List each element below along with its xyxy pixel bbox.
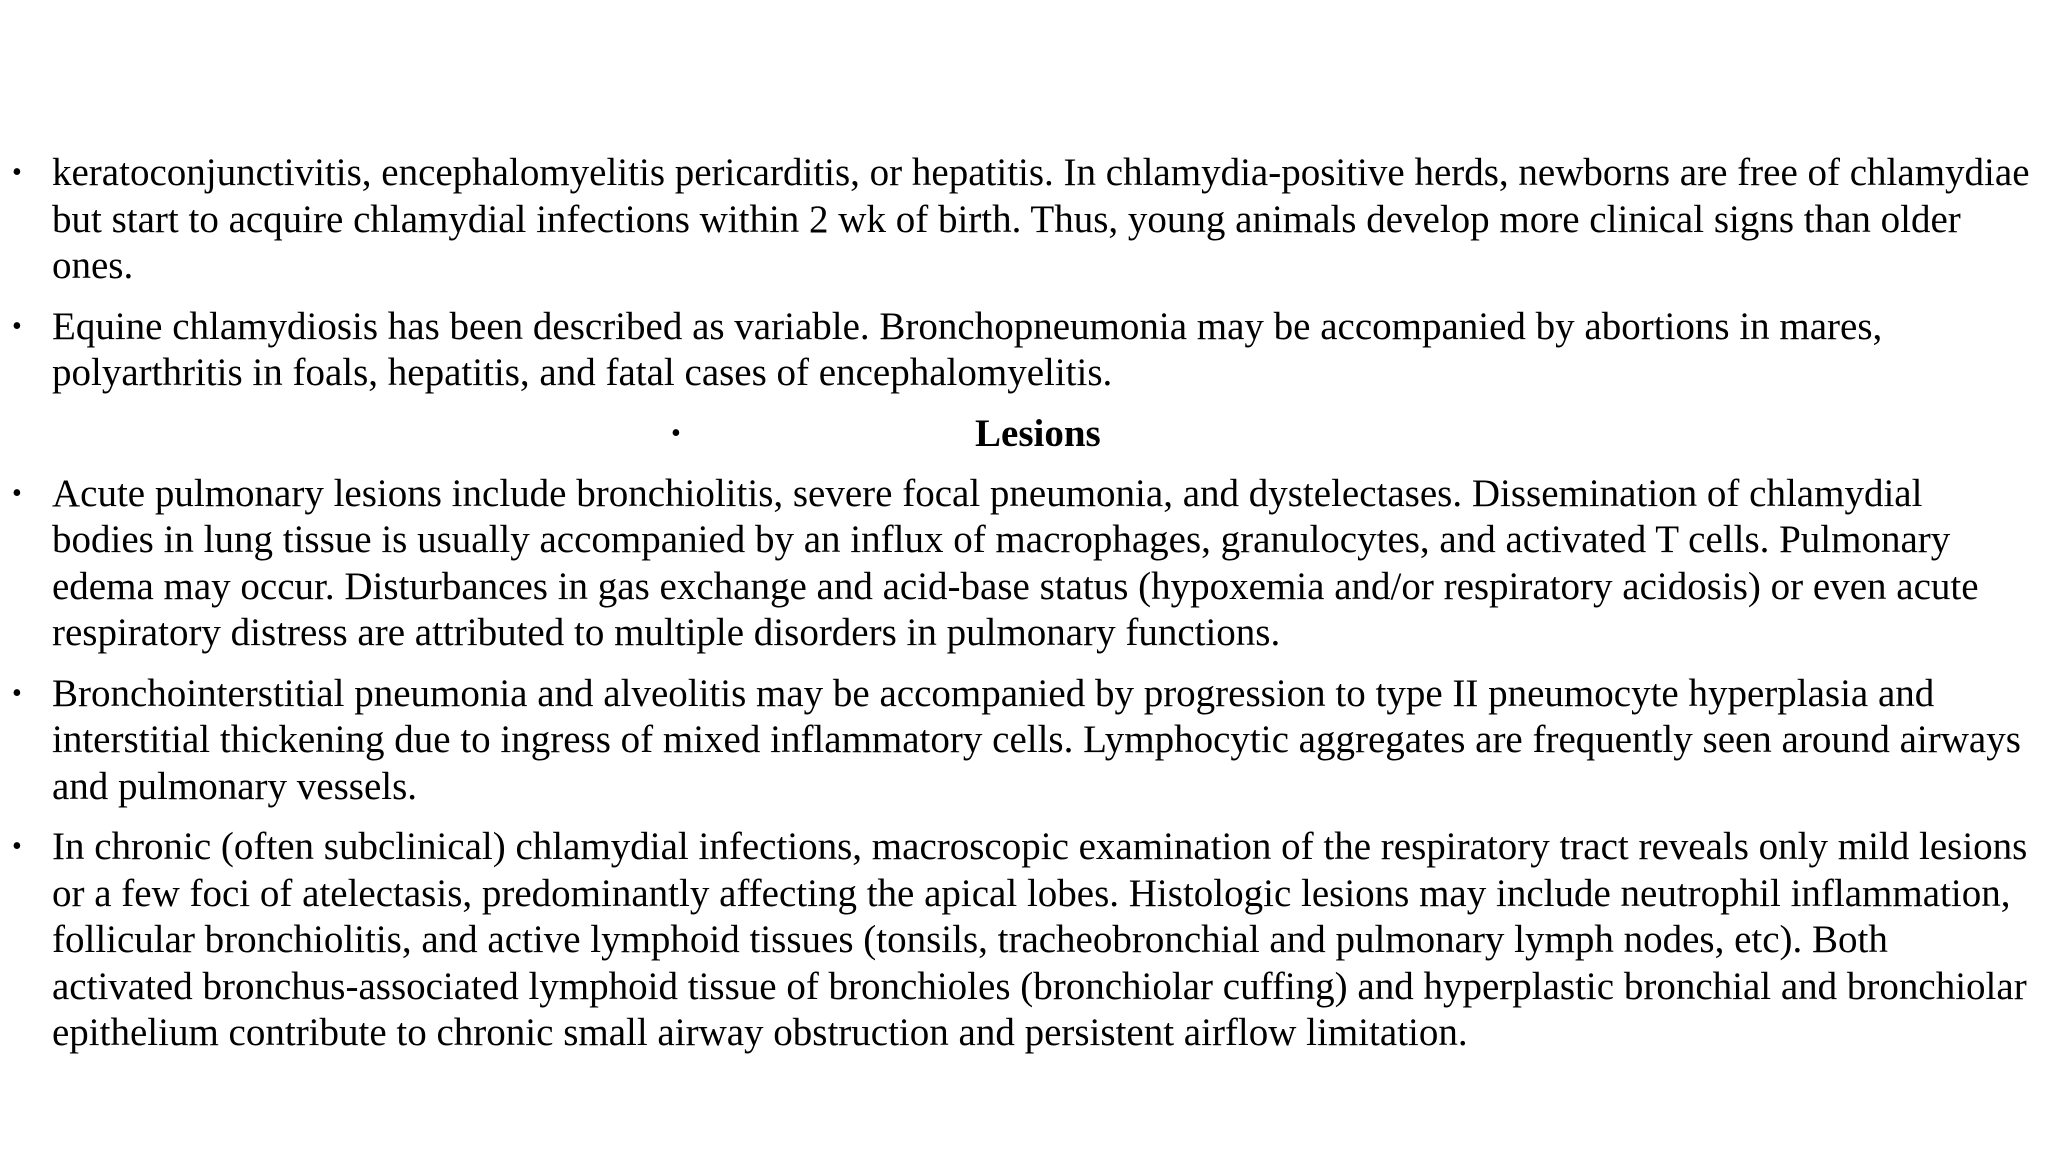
bullet-paragraph [12,150,2032,290]
bullet-dot-icon: • [671,417,681,449]
paragraph-text: Equine chlamydiosis has been described as variable. Bronchopneumonia may be accompanied by abortions in mares, polyarthritis in foals, hepatitis, and fatal cases of encephalomyelitis. [52,304,1883,394]
bullet-dot-icon: • [12,831,22,862]
bullet-paragraph [12,304,2032,397]
heading-text: Lesions [975,411,1101,455]
paragraph-text: Acute pulmonary lesions include bronchiolitis, severe focal pneumonia, and dystelectases. Dissemination of chlamydial bodies in lung tissue is usually accompanied by an influx of macrophages, granulocytes, and activated T cells. Pulmonary edema may occur. Disturbances in gas exchange and acid-base status (hypoxemia and/or respiratory acidosis) or even acute respiratory distress are attributed to multiple disorders in pulmonary functions. [52,471,1979,654]
bullet-dot-icon: • [12,477,22,509]
bullet-paragraph [12,671,2032,811]
bullet-dot-icon: • [12,310,22,342]
paragraph-text: Bronchointerstitial pneumonia and alveolitis may be accompanied by progression to type II pneumocyte hyperplasia and interstitial thickening due to ingress of mixed inflammatory cells. Lymphocytic aggregates are frequently seen around airways and pulmonary vessels. [52,671,2021,808]
bullet-paragraph [12,471,2032,657]
bullet-paragraph [12,824,2032,1057]
bullet-dot-icon: • [12,157,22,188]
slide-content [12,150,2032,1071]
section-heading [12,411,2032,457]
bullet-list [12,150,2032,1057]
bullet-dot-icon: • [12,677,22,709]
paragraph-text: In chronic (often subclinical) chlamydial infections, macroscopic examination of the respiratory tract reveals only mild lesions or a few foci of atelectasis, predominantly affecting the apical lobes. Histologic lesions may include neutrophil inflammation, follicular bronchiolitis, and active lymphoid tissues (tonsils, tracheobronchial and pulmonary lymph nodes, etc). Both activated bronchus-associated lymphoid tissue of bronchioles (bronchiolar cuffing) and hyperplastic bronchial and bronchiolar epithelium contribute to chronic small airway obstruction and persistent airflow limitation. [52,825,2028,1054]
paragraph-text: keratoconjunctivitis, encephalomyelitis pericarditis, or hepatitis. In chlamydia-positive herds, newborns are free of chlamydiae but start to acquire chlamydial infections within 2 wk of birth. Thus, young animals develop more clinical signs than older ones. [52,151,2030,287]
